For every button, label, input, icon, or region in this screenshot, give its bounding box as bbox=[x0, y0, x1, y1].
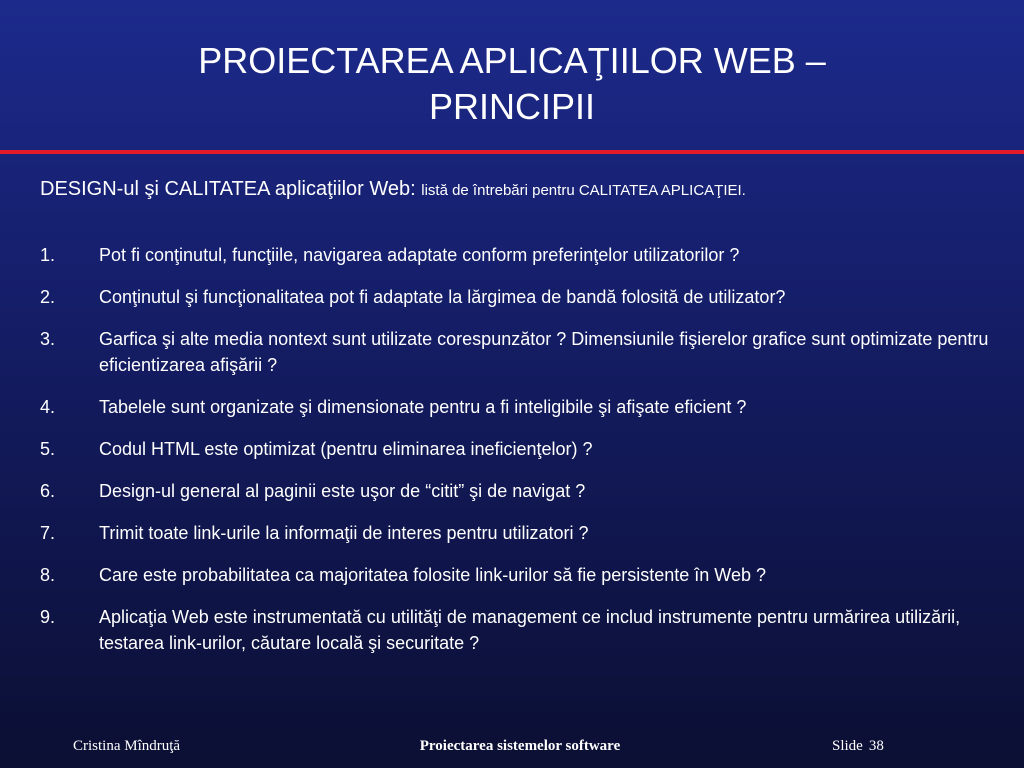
footer-course-title: Proiectarea sistemelor software bbox=[419, 738, 621, 754]
list-item bbox=[40, 326, 1000, 378]
list-item-number: 9. bbox=[40, 607, 56, 627]
list-item-text: Care este probabilitatea ca majoritatea folosite link-urilor să fie persistente în Web ? bbox=[99, 565, 767, 585]
list-item-text: Trimit toate link-urile la informaţii de interes pentru utilizatori ? bbox=[99, 523, 589, 543]
list-item bbox=[40, 284, 1000, 310]
intro-main: DESIGN-ul şi CALITATEA aplicaţiilor Web: bbox=[40, 178, 416, 200]
list-item-text: Codul HTML este optimizat (pentru eliminarea ineficienţelor) ? bbox=[99, 439, 593, 459]
footer-author: Cristina Mîndruţă bbox=[73, 738, 181, 754]
slide-title bbox=[0, 38, 1024, 130]
footer-slide-label: Slide bbox=[832, 738, 863, 754]
list-item bbox=[40, 520, 1000, 546]
title-divider bbox=[0, 150, 1024, 154]
list-item-number: 2. bbox=[40, 287, 56, 307]
intro-text bbox=[40, 175, 1000, 205]
list-item-number: 6. bbox=[40, 481, 56, 501]
list-item-text: Tabelele sunt organizate şi dimensionate pentru a fi inteligibile şi afişate eficient ? bbox=[99, 397, 747, 417]
list-item bbox=[40, 478, 1000, 504]
list-item bbox=[40, 562, 1000, 588]
list-item-text: Design-ul general al paginii este uşor de “citit” şi de navigat ? bbox=[99, 481, 586, 501]
list-item bbox=[40, 604, 1000, 656]
footer-slide-counter bbox=[832, 738, 884, 755]
footer-slide-number: 38 bbox=[868, 738, 884, 754]
list-item-text: Garfica şi alte media nontext sunt utilizate corespunzător ? Dimensiunile fişierelor grafice sunt optimizate pentru eficientizarea afişării ? bbox=[99, 329, 989, 375]
list-item-text: Pot fi conţinutul, funcţiile, navigarea adaptate conform preferinţelor utilizatorilor ? bbox=[99, 245, 740, 265]
list-item-number: 4. bbox=[40, 397, 56, 417]
intro-subtitle: listă de întrebări pentru CALITATEA APLICAŢIEI. bbox=[421, 182, 746, 199]
list-item bbox=[40, 394, 1000, 420]
list-item bbox=[40, 436, 1000, 462]
list-item-number: 8. bbox=[40, 565, 56, 585]
slide-footer bbox=[0, 738, 1024, 760]
list-item-number: 1. bbox=[40, 245, 56, 265]
question-list bbox=[40, 242, 1000, 672]
list-item-text: Aplicaţia Web este instrumentată cu utilităţi de management ce includ instrumente pentru urmărirea utilizării, testarea link-urilor, căutare locală şi securitate ? bbox=[99, 607, 961, 653]
list-item-number: 5. bbox=[40, 439, 56, 459]
slide-title-line-1: PROIECTAREA APLICAŢIILOR WEB – bbox=[198, 40, 826, 81]
list-item-number: 3. bbox=[40, 329, 56, 349]
slide-title-line-2: PRINCIPII bbox=[428, 86, 596, 127]
list-item-text: Conţinutul şi funcţionalitatea pot fi adaptate la lărgimea de bandă folosită de utilizator? bbox=[99, 287, 786, 307]
list-item-number: 7. bbox=[40, 523, 56, 543]
list-item bbox=[40, 242, 1000, 268]
